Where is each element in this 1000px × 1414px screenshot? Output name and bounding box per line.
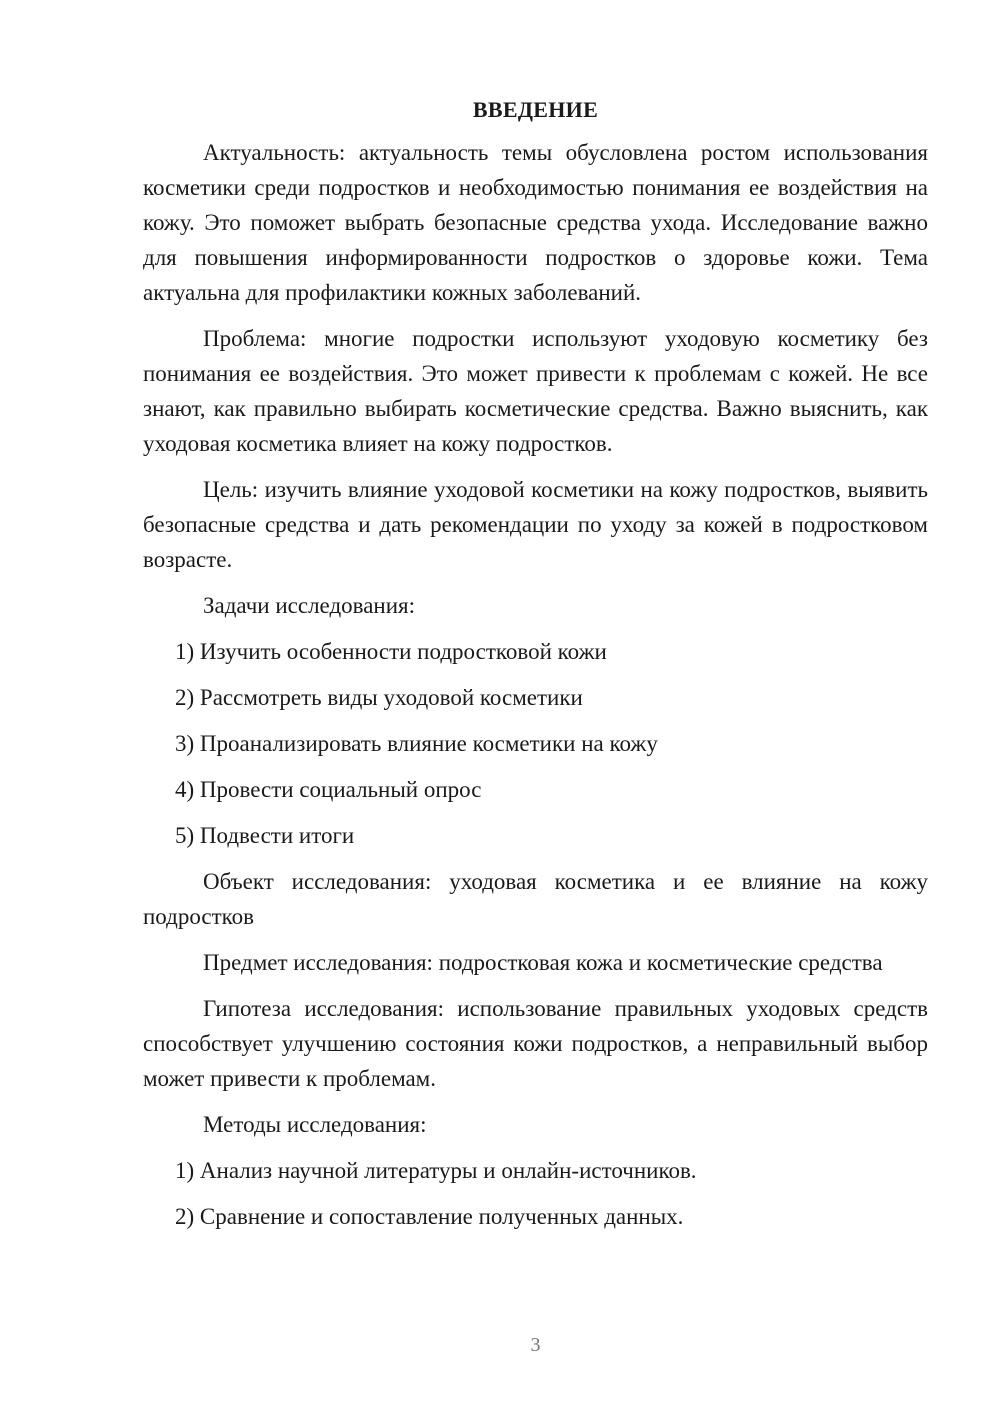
object-paragraph: Объект исследования: уходовая косметика и ее влияние на кожу подростков [143, 869, 928, 929]
task-item: 1) Изучить особенности подростковой кожи [175, 639, 607, 664]
tasks-heading: Задачи исследования: [203, 593, 416, 618]
method-item: 2) Сравнение и сопоставление полученных данных. [175, 1204, 684, 1229]
relevance-paragraph: Актуальность: актуальность темы обусловлена ростом использования косметики среди подростков и необходимостью понимания ее воздействия на кожу. Это поможет выбрать безопасные средства ухода. Исследование важно для повышения информированности подростков о здоровье кожи. Тема актуальна для профилактики кожных заболеваний. [143, 140, 928, 305]
page-number: 3 [530, 1334, 541, 1356]
goal-paragraph: Цель: изучить влияние уходовой косметики на кожу подростков, выявить безопасные средства и дать рекомендации по уходу за кожей в подростковом возрасте. [143, 477, 928, 572]
page-content [143, 95, 928, 1245]
subject-paragraph: Предмет исследования: подростковая кожа и косметические средства [203, 950, 883, 975]
task-item: 4) Провести социальный опрос [175, 777, 482, 802]
task-item: 2) Рассмотреть виды уходовой косметики [175, 685, 583, 710]
hypothesis-paragraph: Гипотеза исследования: использование правильных уходовых средств способствует улучшению состояния кожи подростков, а неправильный выбор может привести к проблемам. [143, 996, 928, 1091]
methods-heading: Методы исследования: [203, 1112, 427, 1137]
task-item: 3) Проанализировать влияние косметики на кожу [175, 731, 658, 756]
method-item: 1) Анализ научной литературы и онлайн-источников. [175, 1158, 697, 1183]
problem-paragraph: Проблема: многие подростки используют уходовую косметику без понимания ее воздействия. Это может привести к проблемам с кожей. Не все знают, как правильно выбирать косметические средства. Важно выяснить, как уходовая косметика влияет на кожу подростков. [143, 326, 928, 456]
page-title: ВВЕДЕНИЕ [472, 97, 599, 122]
task-item: 5) Подвести итоги [175, 823, 355, 848]
